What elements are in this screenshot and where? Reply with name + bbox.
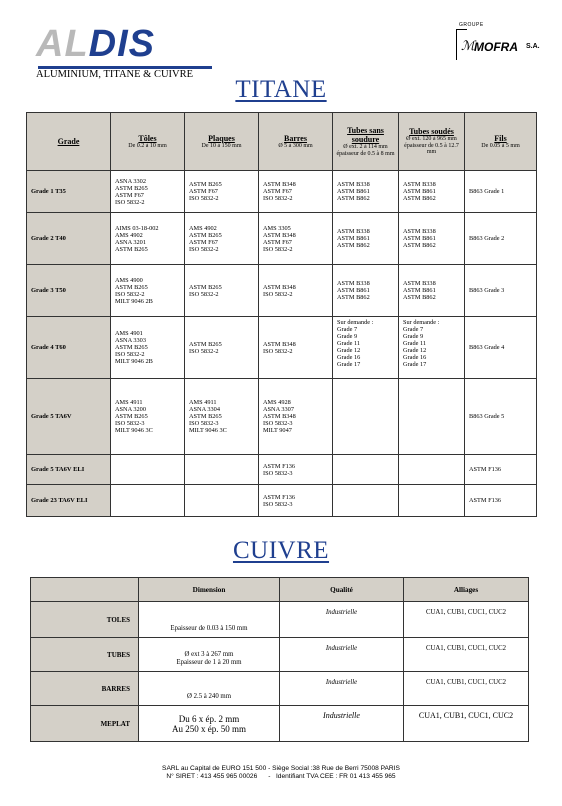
titane-cell-tubes-soudes <box>399 379 465 455</box>
titane-cell-grade: Grade 1 T35 <box>27 171 111 213</box>
titane-cell-tubes-sans-soudure <box>333 485 399 517</box>
logo-wordmark: ALDIS <box>36 23 156 65</box>
titane-cell-barres: ASTM B348 ASTM F67 ISO 5832-2 <box>259 171 333 213</box>
titane-cell-barres: ASTM F136 ISO 5832-3 <box>259 455 333 485</box>
cuivre-cell-quality: Industrielle <box>280 672 404 706</box>
header-tubes-soudes: Tubes soudés Ø ext. 120 à 965 mm épaisseur de 0.5 à 12.7 mm <box>399 113 465 171</box>
titane-cell-fils: B863 Grade 1 <box>465 171 537 213</box>
titane-title: TITANE <box>235 76 327 103</box>
cuivre-cell-quality: Industrielle <box>280 706 404 742</box>
cuivre-header-alliages: Alliages <box>404 578 529 602</box>
titane-header-row <box>27 113 537 171</box>
titane-cell-tubes-sans-soudure: Sur demande : Grade 7 Grade 9 Grade 11 Grade 12 Grade 16 Grade 17 <box>333 317 399 379</box>
cuivre-header-dimension: Dimension <box>139 578 280 602</box>
mofra-logo <box>456 22 556 64</box>
mofra-suffix: S.A. <box>526 43 540 50</box>
titane-table <box>26 112 537 517</box>
titane-cell-fils: B863 Grade 2 <box>465 213 537 265</box>
titane-cell-barres: ASTM F136 ISO 5832-3 <box>259 485 333 517</box>
titane-cell-tubes-sans-soudure: ASTM B338 ASTM B861 ASTM B862 <box>333 213 399 265</box>
titane-row <box>27 213 537 265</box>
titane-cell-plaques: AMS 4902 ASTM B265 ASTM F67 ISO 5832-2 <box>185 213 259 265</box>
titane-row <box>27 265 537 317</box>
cuivre-cell-dimension: Ø ext 3 à 267 mm Epaisseur de 1 à 20 mm <box>139 638 280 672</box>
aludis-logo <box>36 24 216 84</box>
footer <box>0 765 562 781</box>
mofra-signature-mark: ℳ <box>461 38 475 53</box>
titane-cell-tubes-soudes <box>399 455 465 485</box>
cuivre-cell-product: TUBES <box>31 638 139 672</box>
titane-cell-tubes-soudes: Sur demande : Grade 7 Grade 9 Grade 11 Grade 12 Grade 16 Grade 17 <box>399 317 465 379</box>
titane-row <box>27 485 537 517</box>
titane-cell-tubes-sans-soudure <box>333 455 399 485</box>
titane-cell-barres: AMS 3305 ASTM B348 ASTM F67 ISO 5832-2 <box>259 213 333 265</box>
header-plaques: Plaques De 10 à 150 mm <box>185 113 259 171</box>
titane-cell-plaques: ASTM B265 ISO 5832-2 <box>185 317 259 379</box>
cuivre-cell-alloys: CUA1, CUB1, CUC1, CUC2 <box>404 672 529 706</box>
titane-cell-toles: AMS 4900 ASTM B265 ISO 5832-2 MILT 9046 2B <box>111 265 185 317</box>
titane-cell-barres: ASTM B348 ISO 5832-2 <box>259 317 333 379</box>
header-grade: Grade <box>27 113 111 171</box>
titane-cell-grade: Grade 3 T50 <box>27 265 111 317</box>
cuivre-cell-dimension: Du 6 x ép. 2 mm Au 250 x ép. 50 mm <box>139 706 280 742</box>
cuivre-title: CUIVRE <box>232 537 330 564</box>
titane-cell-plaques <box>185 455 259 485</box>
titane-row <box>27 171 537 213</box>
titane-cell-toles: AMS 4901 ASNA 3303 ASTM B265 ISO 5832-2 MILT 9046 2B <box>111 317 185 379</box>
cuivre-cell-quality: Industrielle <box>280 602 404 638</box>
titane-cell-tubes-sans-soudure <box>333 379 399 455</box>
mofra-name: MOFRA <box>474 40 518 54</box>
cuivre-cell-alloys: CUA1, CUB1, CUC1, CUC2 <box>404 706 529 742</box>
titane-cell-plaques: ASTM B265 ASTM F67 ISO 5832-2 <box>185 171 259 213</box>
titane-cell-toles <box>111 455 185 485</box>
titane-cell-plaques <box>185 485 259 517</box>
titane-cell-grade: Grade 5 TA6V ELI <box>27 455 111 485</box>
titane-cell-toles: AMS 4911 ASNA 3200 ASTM B265 ISO 5832-3 MILT 9046 3C <box>111 379 185 455</box>
header-tubes-sans-soudure: Tubes sans soudure Ø ext. 2 à 114 mm épaisseur de 0.5 à 8 mm <box>333 113 399 171</box>
cuivre-cell-dimension: Ø 2.5 à 240 mm <box>139 672 280 706</box>
header-fils: Fils De 0.05 à 5 mm <box>465 113 537 171</box>
titane-cell-tubes-soudes <box>399 485 465 517</box>
titane-cell-toles: ASNA 3302 ASTM B265 ASTM F67 ISO 5832-2 <box>111 171 185 213</box>
titane-cell-toles: AIMS 03-18-002 AMS 4902 ASNA 3201 ASTM B265 <box>111 213 185 265</box>
titane-cell-barres: ASTM B348 ISO 5832-2 <box>259 265 333 317</box>
titane-cell-barres: AMS 4928 ASNA 3307 ASTM B348 ISO 5832-3 MILT 9047 <box>259 379 333 455</box>
cuivre-cell-alloys: CUA1, CUB1, CUC1, CUC2 <box>404 602 529 638</box>
titane-cell-tubes-soudes: ASTM B338 ASTM B861 ASTM B862 <box>399 265 465 317</box>
titane-cell-tubes-soudes: ASTM B338 ASTM B861 ASTM B862 <box>399 171 465 213</box>
titane-row <box>27 317 537 379</box>
titane-cell-grade: Grade 2 T40 <box>27 213 111 265</box>
titane-row <box>27 455 537 485</box>
titane-cell-fils: B863 Grade 3 <box>465 265 537 317</box>
titane-cell-fils: B863 Grade 5 <box>465 379 537 455</box>
cuivre-row <box>31 672 529 706</box>
titane-cell-grade: Grade 5 TA6V <box>27 379 111 455</box>
cuivre-row <box>31 638 529 672</box>
header-barres: Barres Ø 5 à 300 mm <box>259 113 333 171</box>
footer-line-1: SARL au Capital de EURO 151 500 - Siège Social :38 Rue de Berri 75008 PARIS <box>162 765 400 772</box>
cuivre-header-qualite: Qualité <box>280 578 404 602</box>
cuivre-cell-dimension: Epaisseur de 0.03 à 150 mm <box>139 602 280 638</box>
titane-cell-tubes-sans-soudure: ASTM B338 ASTM B861 ASTM B862 <box>333 265 399 317</box>
header-toles: Tôles De 0.2 à 10 mm <box>111 113 185 171</box>
titane-cell-fils: ASTM F136 <box>465 485 537 517</box>
titane-cell-grade: Grade 23 TA6V ELI <box>27 485 111 517</box>
titane-row <box>27 379 537 455</box>
mofra-group-label: GROUPE <box>459 22 484 28</box>
titane-cell-plaques: AMS 4911 ASNA 3304 ASTM B265 ISO 5832-3 MILT 9046 3C <box>185 379 259 455</box>
cuivre-row <box>31 602 529 638</box>
cuivre-header-empty <box>31 578 139 602</box>
titane-cell-plaques: ASTM B265 ISO 5832-2 <box>185 265 259 317</box>
titane-cell-tubes-soudes: ASTM B338 ASTM B861 ASTM B862 <box>399 213 465 265</box>
cuivre-cell-alloys: CUA1, CUB1, CUC1, CUC2 <box>404 638 529 672</box>
cuivre-cell-quality: Industrielle <box>280 638 404 672</box>
logo-subtitle: ALUMINIUM, TITANE & CUIVRE <box>36 69 194 80</box>
cuivre-row <box>31 706 529 742</box>
cuivre-cell-product: MEPLAT <box>31 706 139 742</box>
titane-cell-grade: Grade 4 T60 <box>27 317 111 379</box>
cuivre-cell-product: BARRES <box>31 672 139 706</box>
cuivre-header-row <box>31 578 529 602</box>
titane-cell-toles <box>111 485 185 517</box>
titane-cell-fils: B863 Grade 4 <box>465 317 537 379</box>
footer-line-2: N° SIRET : 413 455 965 00026 - Identifiant TVA CEE : FR 01 413 455 965 <box>166 773 396 780</box>
cuivre-cell-product: TOLES <box>31 602 139 638</box>
cuivre-table <box>30 577 529 742</box>
titane-cell-fils: ASTM F136 <box>465 455 537 485</box>
titane-cell-tubes-sans-soudure: ASTM B338 ASTM B861 ASTM B862 <box>333 171 399 213</box>
